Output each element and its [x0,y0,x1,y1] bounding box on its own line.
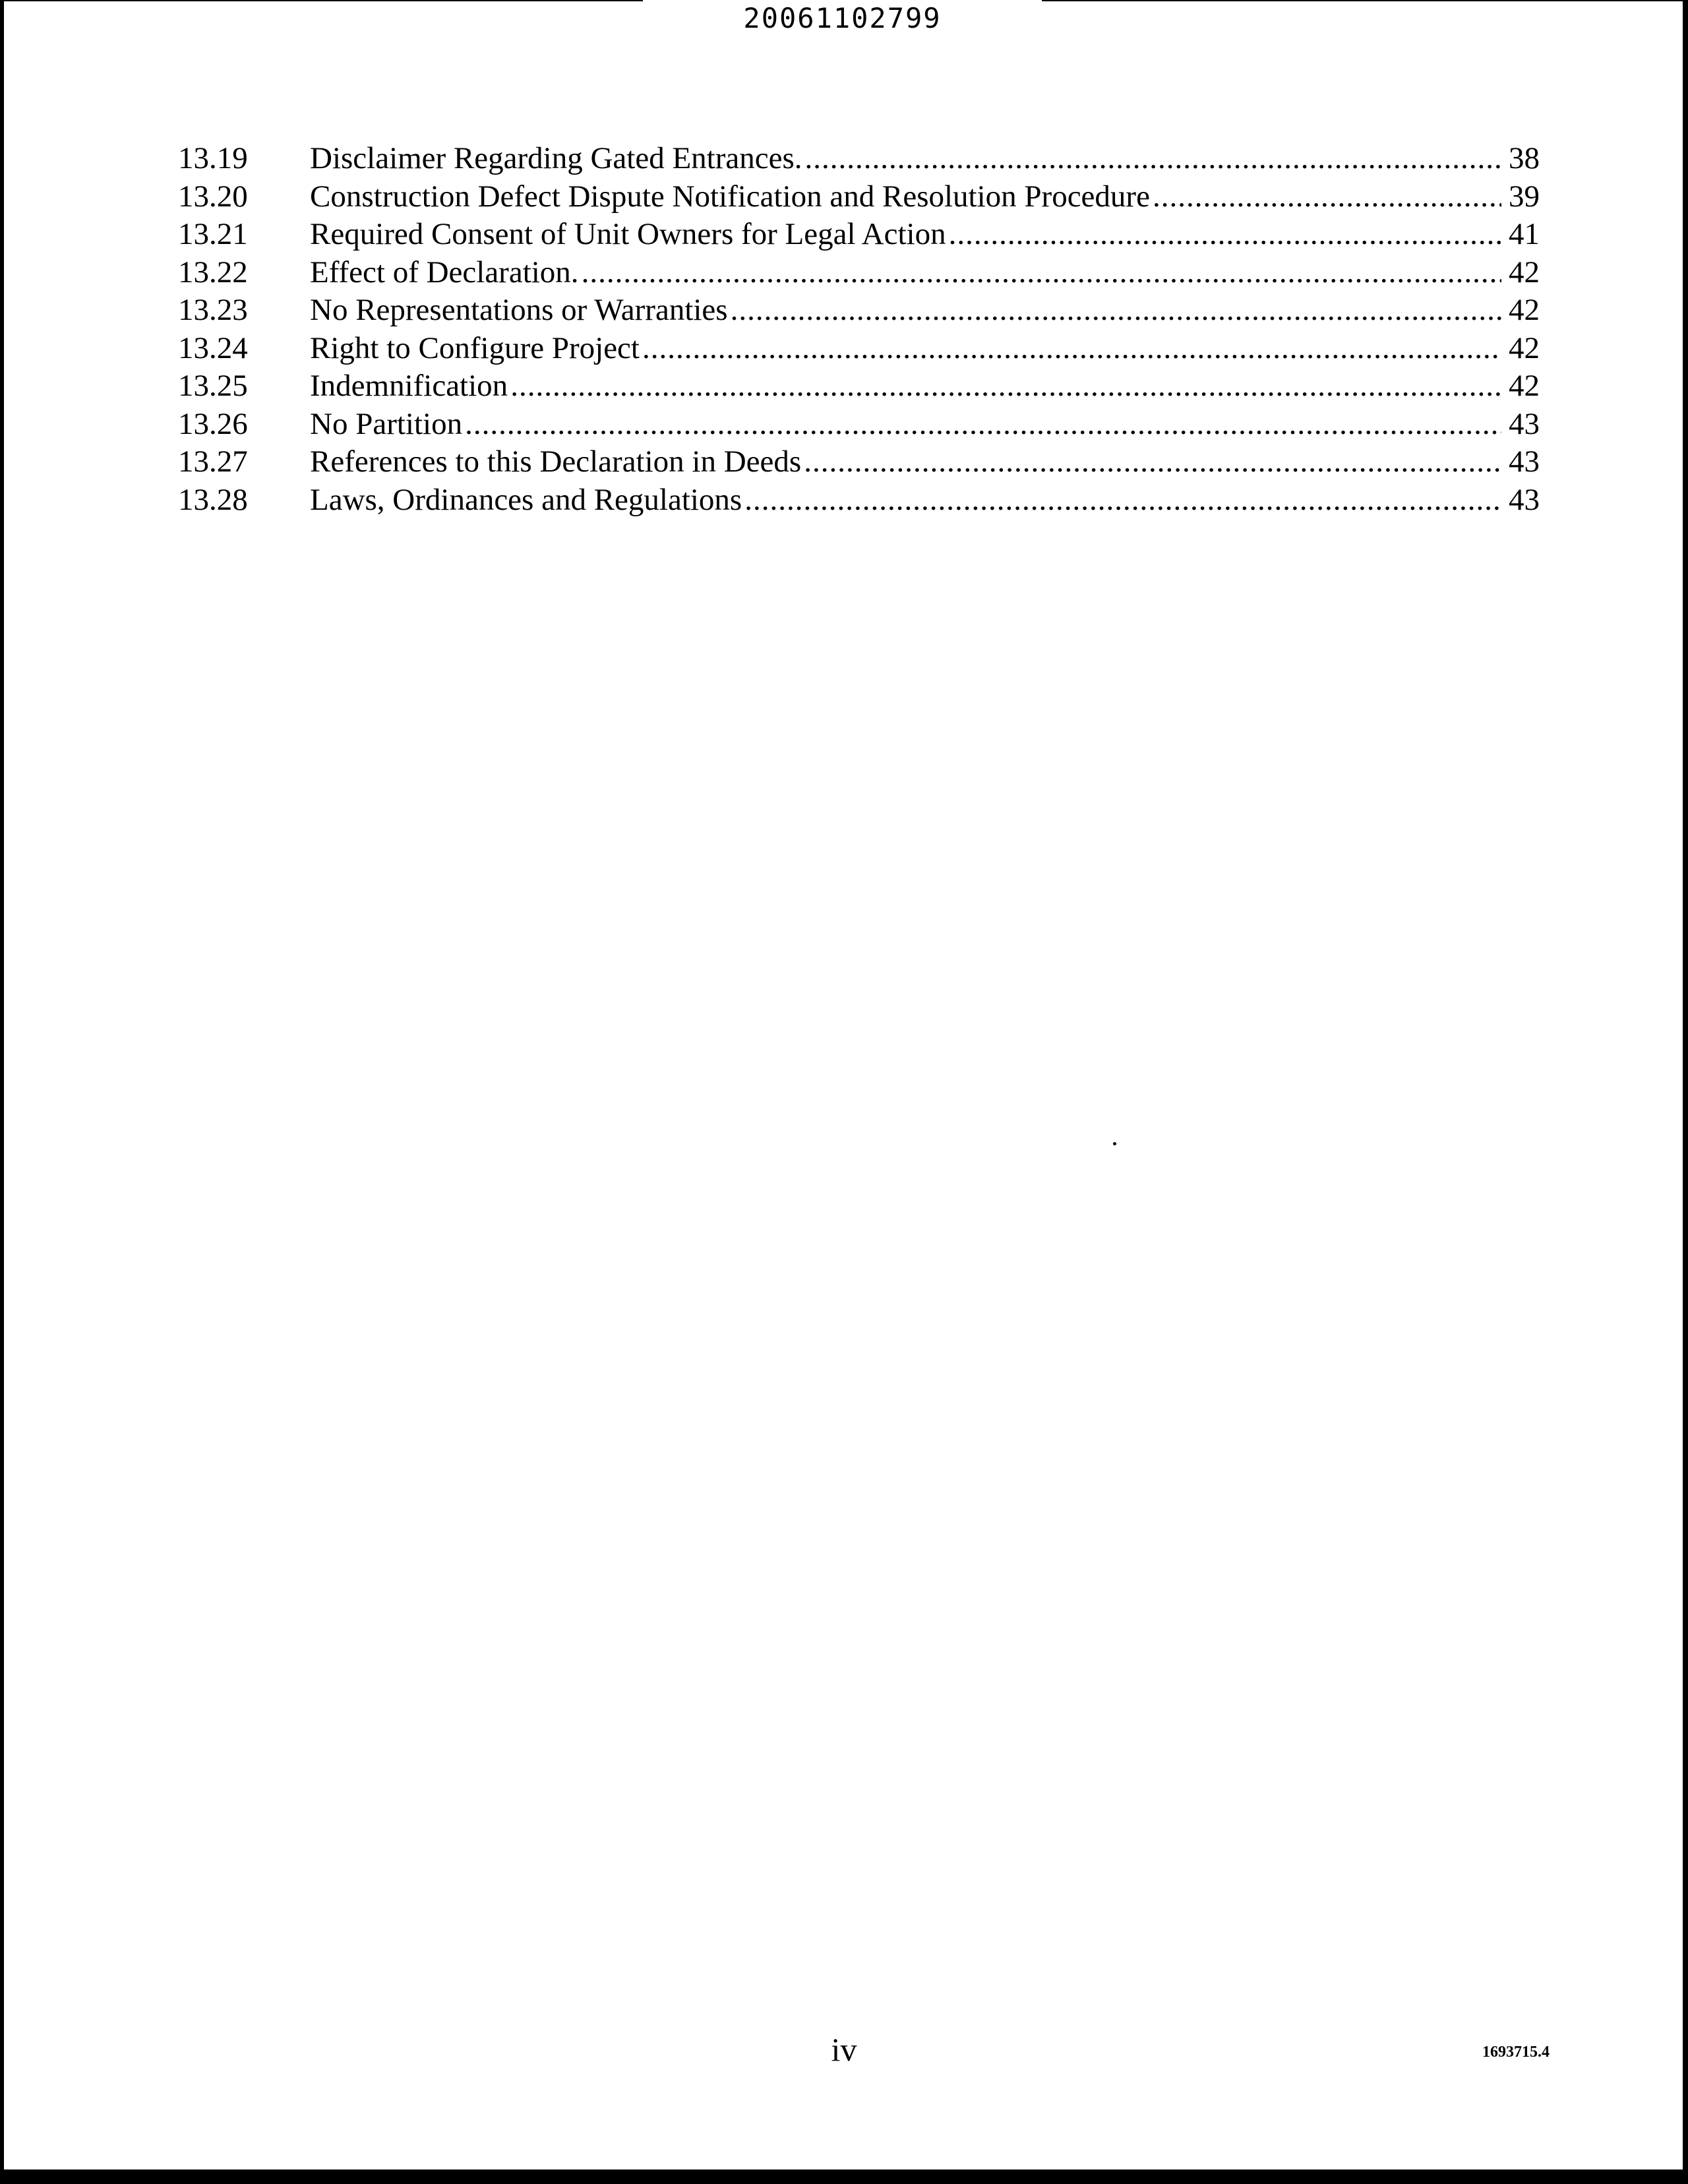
toc-dot-leader [804,443,1501,481]
toc-section-number: 13.26 [178,406,248,441]
toc-entry [178,291,1540,330]
toc-section-title: References to this Declaration in Deeds [310,444,802,479]
toc-section-number: 13.24 [178,330,248,365]
toc-dot-leader [744,481,1501,520]
toc-page-number: 43 [1509,406,1540,441]
toc-page-number: 43 [1509,482,1540,517]
toc-section-number: 13.21 [178,217,248,251]
toc-dot-leader [642,330,1501,368]
toc-entry [178,330,1540,368]
document-reference-number: 1693715.4 [1482,2044,1550,2061]
toc-dot-leader [805,140,1502,178]
toc-section-title: Required Consent of Unit Owners for Legal Action [310,217,946,251]
toc-entry [178,140,1540,178]
recording-document-number: 20061102799 [743,2,942,34]
toc-page-number: 42 [1509,330,1540,365]
table-of-contents [178,140,1540,519]
toc-entry [178,216,1540,254]
toc-entry [178,254,1540,292]
toc-section-number: 13.22 [178,255,248,289]
toc-section-number: 13.28 [178,482,248,517]
toc-dot-leader [510,367,1501,406]
toc-page-number: 38 [1509,141,1540,175]
toc-entry [178,406,1540,444]
toc-page-number: 42 [1509,255,1540,289]
toc-dot-leader [1153,178,1501,216]
page-number: iv [831,2031,857,2068]
scan-top-edge-right [1042,0,1688,1]
toc-section-number: 13.20 [178,179,248,214]
toc-section-title: Disclaimer Regarding Gated Entrances. [310,141,802,175]
toc-section-title: Effect of Declaration. [310,255,579,289]
scan-speck [1113,1142,1116,1145]
toc-section-title: Laws, Ordinances and Regulations [310,482,742,517]
toc-entry [178,178,1540,216]
toc-entry [178,443,1540,481]
toc-section-title: Indemnification [310,369,508,403]
toc-section-title: Construction Defect Dispute Notification and Resolution Procedure [310,179,1150,214]
toc-page-number: 42 [1509,369,1540,403]
toc-page-number: 41 [1509,217,1540,251]
toc-dot-leader [949,216,1501,254]
toc-page-number: 43 [1509,444,1540,479]
scan-border-bottom [0,2169,1688,2184]
toc-page-number: 42 [1509,293,1540,327]
toc-dot-leader [731,291,1501,330]
scan-border-right [1683,0,1688,2184]
toc-dot-leader [465,406,1501,444]
toc-section-title: No Partition [310,406,463,441]
scan-top-edge-left [0,0,643,1]
toc-section-number: 13.25 [178,369,248,403]
toc-section-title: Right to Configure Project [310,330,640,365]
toc-page-number: 39 [1509,179,1540,214]
toc-entry [178,367,1540,406]
toc-section-number: 13.19 [178,141,248,175]
toc-section-number: 13.23 [178,293,248,327]
toc-dot-leader [582,254,1501,292]
scan-border-left [0,0,4,2184]
toc-section-title: No Representations or Warranties [310,293,728,327]
toc-entry [178,481,1540,520]
toc-section-number: 13.27 [178,444,248,479]
